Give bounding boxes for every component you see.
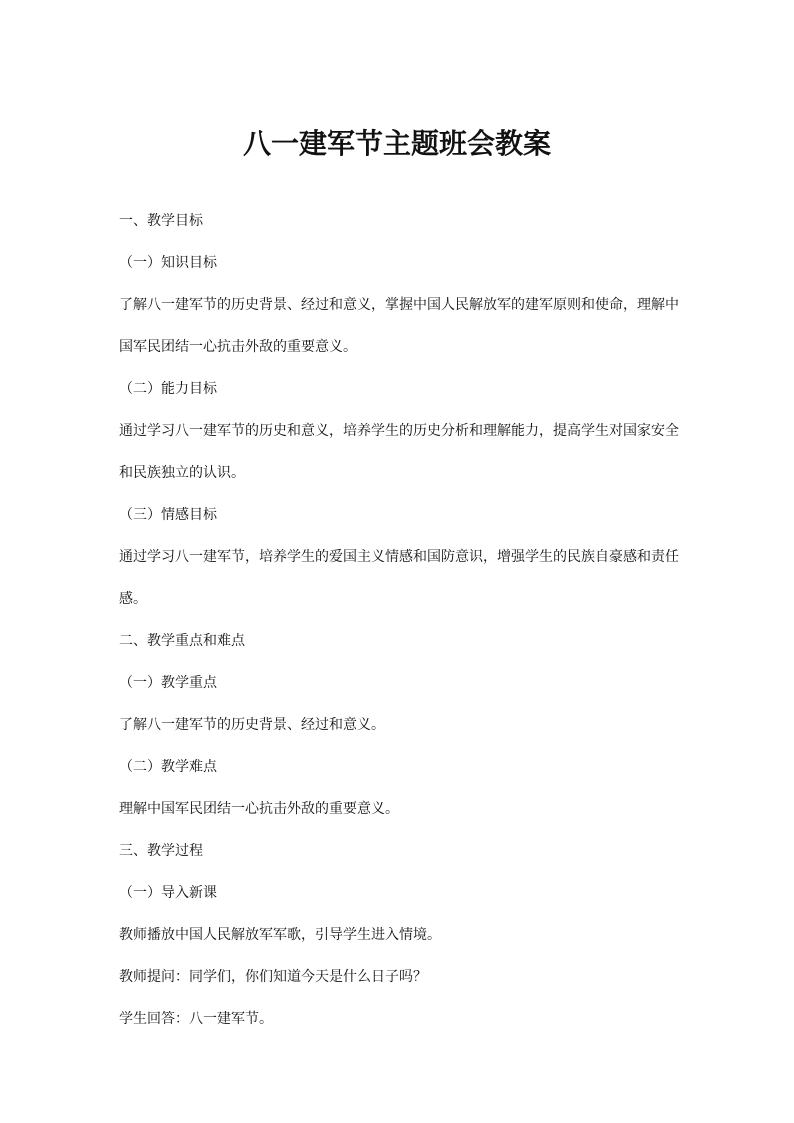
paragraph: 通过学习八一建军节的历史和意义，培养学生的历史分析和理解能力，提高学生对国家安全和民族独立的认识。 [119, 423, 679, 481]
subsection-heading: （三）情感目标 [119, 507, 217, 523]
paragraph: 了解八一建军节的历史背景、经过和意义。 [119, 717, 385, 733]
subsection-heading: （一）知识目标 [119, 255, 217, 271]
paragraph: 学生回答：八一建军节。 [119, 1011, 273, 1027]
paragraph: 教师提问：同学们，你们知道今天是什么日子吗？ [119, 969, 427, 985]
section-heading: 二、教学重点和难点 [119, 633, 245, 649]
paragraph: 了解八一建军节的历史背景、经过和意义，掌握中国人民解放军的建军原则和使命，理解中国军民团结一心抗击外敌的重要意义。 [119, 297, 679, 355]
document-title: 八一建军节主题班会教案 [242, 127, 551, 160]
paragraph: 通过学习八一建军节，培养学生的爱国主义情感和国防意识，增强学生的民族自豪感和责任感。 [119, 549, 679, 607]
subsection-heading: （二）能力目标 [119, 381, 217, 397]
section-heading: 一、教学目标 [119, 213, 203, 229]
document-body [119, 200, 679, 1040]
paragraph: 理解中国军民团结一心抗击外敌的重要意义。 [119, 801, 399, 817]
section-heading: 三、教学过程 [119, 843, 203, 859]
paragraph: 教师播放中国人民解放军军歌，引导学生进入情境。 [119, 927, 441, 943]
subsection-heading: （二）教学难点 [119, 759, 217, 775]
subsection-heading: （一）导入新课 [119, 885, 217, 901]
subsection-heading: （一）教学重点 [119, 675, 217, 691]
